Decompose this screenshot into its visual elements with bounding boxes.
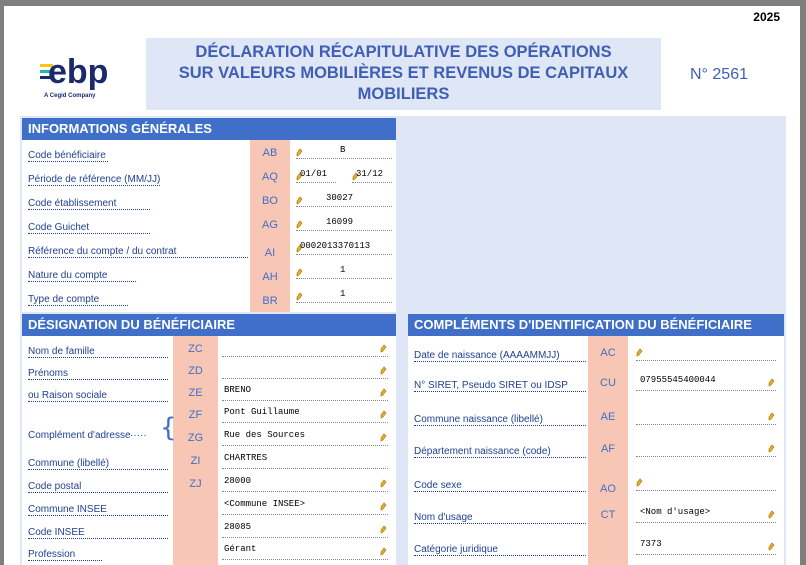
- pencil-icon[interactable]: [380, 362, 387, 371]
- field-underline: [296, 278, 392, 279]
- row-nom-usage: [408, 504, 784, 526]
- logo-tagline: A Cegid Company: [44, 93, 96, 99]
- row-label: Type de compte: [28, 294, 128, 306]
- row-label: Code établissement: [28, 198, 150, 210]
- row-code-insee: [22, 519, 396, 541]
- row-label: Commune (libellé): [28, 458, 168, 470]
- pencil-icon[interactable]: [380, 521, 387, 530]
- row-label: ou Raison sociale: [28, 390, 168, 402]
- field-value[interactable]: Pont Guillaume: [224, 407, 300, 417]
- row-label: Référence du compte / du contrat: [28, 246, 248, 258]
- row-nature-compte: [22, 262, 396, 284]
- pencil-icon[interactable]: [296, 216, 303, 225]
- pencil-icon[interactable]: [636, 474, 643, 483]
- row-complement-adresse-2: [22, 427, 396, 449]
- field-value[interactable]: BRENO: [224, 385, 252, 395]
- field-value[interactable]: 0002013370113: [300, 241, 371, 251]
- row-siret: [408, 372, 784, 394]
- field-underline: [222, 400, 388, 401]
- field-underline: [222, 491, 388, 492]
- field-value[interactable]: 16099: [326, 217, 354, 227]
- section-complements-heading: COMPLÉMENTS D'IDENTIFICATION DU BÉNÉFICIAIRE: [408, 314, 784, 336]
- row-code-postal: [22, 473, 396, 495]
- row-departement-naissance: [408, 438, 784, 460]
- field-value-end[interactable]: 31/12: [356, 169, 384, 179]
- field-underline: [296, 206, 392, 207]
- row-profession: [22, 541, 396, 563]
- pencil-icon[interactable]: [380, 475, 387, 484]
- row-prenoms: [22, 360, 396, 382]
- row-code: AQ: [262, 171, 278, 183]
- pencil-icon[interactable]: [636, 344, 643, 353]
- field-value[interactable]: <Commune INSEE>: [224, 499, 306, 509]
- pencil-icon[interactable]: [296, 288, 303, 297]
- row-code-sexe: [408, 472, 784, 494]
- field-underline: [296, 158, 392, 159]
- field-underline: [296, 230, 392, 231]
- row-code: BR: [262, 295, 278, 307]
- row-label: Code sexe: [414, 480, 586, 492]
- pencil-icon[interactable]: [296, 144, 303, 153]
- field-underline: [222, 378, 388, 379]
- field-underline: [352, 182, 392, 183]
- form-page: [4, 6, 800, 565]
- field-underline: [636, 490, 776, 491]
- title-line-2: SUR VALEURS MOBILIÈRES ET REVENUS DE CAPITAUX: [178, 64, 629, 82]
- row-label: Profession: [28, 549, 102, 561]
- row-code: BO: [262, 195, 278, 207]
- row-nom-famille: [22, 338, 396, 360]
- row-commune-naissance: [408, 406, 784, 428]
- pencil-icon[interactable]: [380, 340, 387, 349]
- row-code-guichet: [22, 214, 396, 236]
- row-label: Code Guichet: [28, 222, 150, 234]
- label-dots: ·····: [130, 430, 147, 441]
- field-value[interactable]: B: [340, 145, 346, 155]
- form-number: N° 2561: [690, 66, 748, 83]
- row-label: Commune naissance (libellé): [414, 414, 586, 426]
- field-underline: [636, 390, 776, 391]
- row-code: ZF: [188, 409, 203, 421]
- field-underline: [222, 356, 388, 357]
- row-code: ZD: [188, 365, 203, 377]
- row-code: AO: [600, 483, 616, 495]
- row-date-naissance: [408, 342, 784, 364]
- row-code: AG: [262, 219, 278, 231]
- field-underline: [636, 360, 776, 361]
- field-value[interactable]: Gérant: [224, 544, 257, 554]
- field-value[interactable]: 7373: [640, 539, 662, 549]
- row-categorie-juridique: [408, 536, 784, 558]
- field-value[interactable]: 1: [340, 265, 346, 275]
- field-underline: [636, 522, 776, 523]
- field-underline: [222, 422, 388, 423]
- row-type-compte: [22, 286, 396, 308]
- row-code: AB: [262, 147, 278, 159]
- field-underline: [296, 254, 392, 255]
- year-label: 2025: [753, 10, 780, 24]
- field-value[interactable]: <Nom d'usage>: [640, 507, 711, 517]
- row-code: AI: [264, 247, 276, 259]
- pencil-icon[interactable]: [768, 538, 775, 547]
- pencil-icon[interactable]: [768, 374, 775, 383]
- title-line-3: MOBILIERS: [357, 85, 450, 103]
- field-value[interactable]: 28085: [224, 522, 252, 532]
- pencil-icon[interactable]: [380, 406, 387, 415]
- ebp-logo-mark: [40, 54, 140, 92]
- field-value[interactable]: 28000: [224, 476, 252, 486]
- row-code: CT: [600, 509, 616, 521]
- row-code: AC: [600, 347, 616, 359]
- row-code: ZJ: [189, 478, 202, 490]
- pencil-icon[interactable]: [768, 506, 775, 515]
- pencil-icon[interactable]: [380, 543, 387, 552]
- field-underline: [222, 537, 388, 538]
- logo-brand-text: ebp: [48, 54, 109, 91]
- field-value-start[interactable]: 01/01: [300, 169, 328, 179]
- row-code: ZG: [187, 432, 204, 444]
- section-general-heading: INFORMATIONS GÉNÉRALES: [22, 118, 396, 140]
- field-underline: [636, 424, 776, 425]
- row-code: AF: [600, 443, 616, 455]
- row-code: ZE: [188, 387, 203, 399]
- row-code: AH: [262, 271, 278, 283]
- pencil-icon[interactable]: [768, 408, 775, 417]
- row-label: Nom d'usage: [414, 512, 586, 524]
- section-beneficiary-heading: DÉSIGNATION DU BÉNÉFICIAIRE: [22, 314, 396, 336]
- field-underline: [296, 302, 392, 303]
- form-title: [146, 38, 661, 110]
- row-reference-compte: [22, 238, 396, 260]
- row-code: AE: [600, 411, 616, 423]
- field-underline: [222, 514, 388, 515]
- row-periode-reference: [22, 166, 396, 188]
- title-line-1: DÉCLARATION RÉCAPITULATIVE DES OPÉRATIONS: [195, 43, 612, 61]
- field-value[interactable]: CHARTRES: [224, 453, 268, 463]
- pencil-icon[interactable]: [380, 498, 387, 507]
- row-label: Nom de famille: [28, 346, 168, 358]
- row-label: Période de référence (MM/JJ): [28, 174, 161, 185]
- field-value[interactable]: 1: [340, 289, 346, 299]
- pencil-icon[interactable]: [296, 192, 303, 201]
- field-underline: [296, 182, 336, 183]
- row-label: Date de naissance (AAAAMMJJ): [414, 350, 586, 362]
- row-code-etablissement: [22, 190, 396, 212]
- row-code: ZC: [188, 343, 203, 355]
- pencil-icon[interactable]: [296, 264, 303, 273]
- row-label: Prénoms: [28, 368, 168, 380]
- row-label: Code bénéficiaire: [28, 150, 108, 162]
- row-label: Code INSEE: [28, 527, 168, 539]
- pencil-icon[interactable]: [380, 384, 387, 393]
- row-label: Code postal: [28, 481, 168, 493]
- row-label: Nature du compte: [28, 270, 136, 282]
- row-label: N° SIRET, Pseudo SIRET ou IDSP: [414, 380, 586, 392]
- row-complement-adresse-1: [22, 404, 396, 426]
- row-code: CU: [600, 377, 616, 389]
- row-raison-sociale: [22, 382, 396, 404]
- field-underline: [222, 445, 388, 446]
- field-underline: [222, 559, 388, 560]
- field-underline: [636, 456, 776, 457]
- row-label: Catégorie juridique: [414, 544, 586, 556]
- row-commune-insee: [22, 496, 396, 518]
- row-label: Complément d'adresse: [28, 430, 131, 441]
- row-code: ZI: [190, 455, 201, 467]
- field-underline: [636, 554, 776, 555]
- brace-icon: {: [160, 413, 177, 443]
- ebp-logo: [38, 56, 148, 106]
- field-underline: [222, 468, 388, 469]
- pencil-icon[interactable]: [768, 440, 775, 449]
- row-label: Département naissance (code): [414, 446, 586, 458]
- field-value[interactable]: 30027: [326, 193, 354, 203]
- field-value[interactable]: Rue des Sources: [224, 430, 306, 440]
- row-code-beneficiaire: [22, 142, 396, 164]
- pencil-icon[interactable]: [380, 429, 387, 438]
- field-value[interactable]: 07955545400044: [640, 375, 716, 385]
- row-label: Commune INSEE: [28, 504, 168, 516]
- row-commune-libelle: [22, 450, 396, 472]
